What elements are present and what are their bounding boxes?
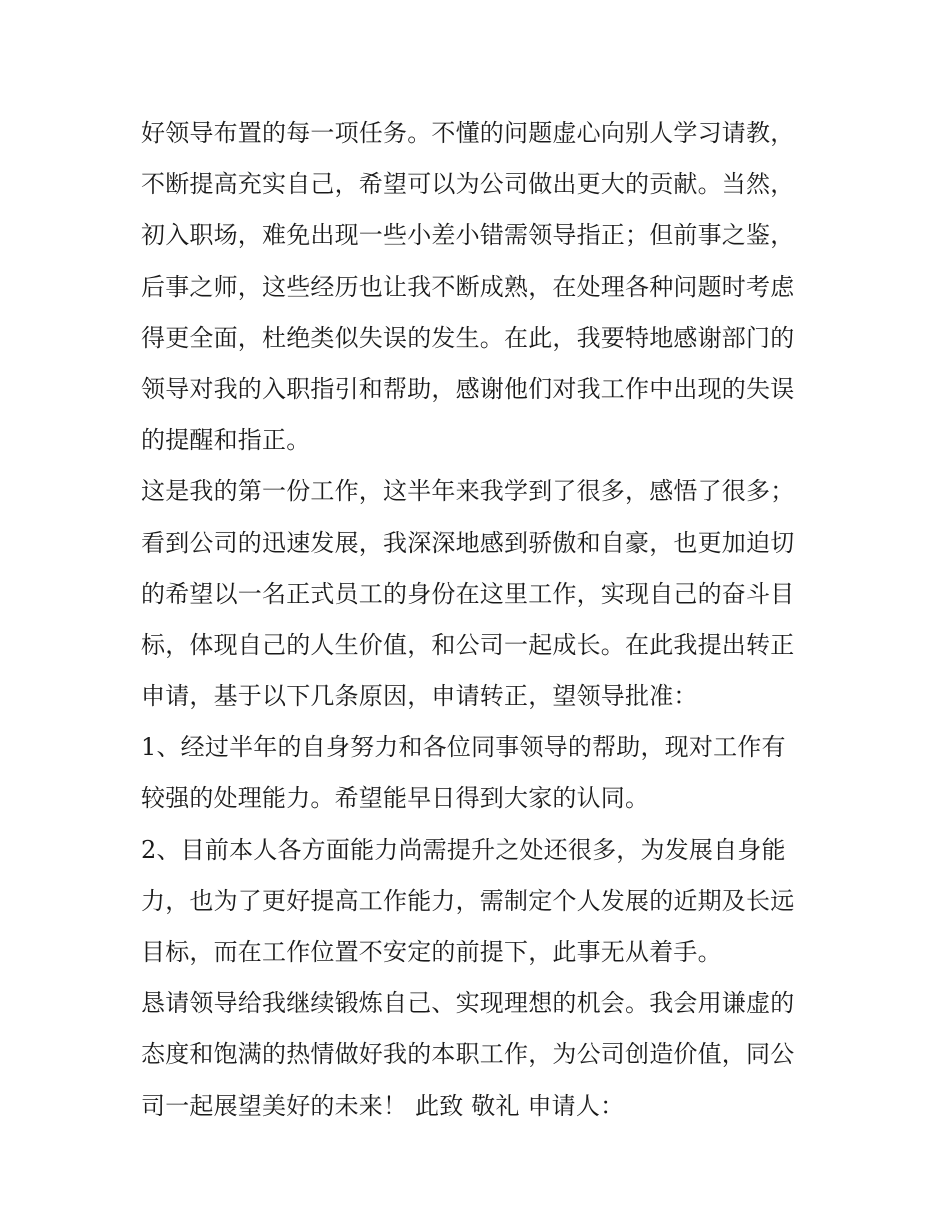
text-line: 看到公司的迅速发展，我深深地感到骄傲和自豪，也更加迫切 (141, 528, 795, 557)
text-line: 好领导布置的每一项任务。不懂的问题虚心向别人学习请教， (141, 119, 795, 147)
text-line: 较强的处理能力。希望能早日得到大家的认同。 (141, 784, 650, 813)
text-line: 恳请领导给我继续锻炼自己、实现理想的机会。我会用谦虚的 (141, 989, 795, 1018)
document-body (141, 108, 821, 1132)
text-line: 这是我的第一份工作，这半年来我学到了很多，感悟了很多； (141, 477, 795, 506)
text-line: 的希望以一名正式员工的身份在这里工作，实现自己的奋斗目 (141, 579, 795, 608)
text-line: 申请，基于以下几条原因，申请转正，望领导批准： (141, 682, 698, 711)
text-line: 司一起展望美好的未来！ 此致 敬礼 申请人： (141, 1091, 625, 1120)
text-line: 后事之师，这些经历也让我不断成熟，在处理各种问题时考虑 (141, 272, 795, 301)
text-line: 得更全面，杜绝类似失误的发生。在此，我要特地感谢部门的 (141, 323, 795, 352)
text-line: 初入职场，难免出现一些小差小错需领导指正；但前事之鉴， (141, 221, 795, 250)
text-line: 不断提高充实自己，希望可以为公司做出更大的贡献。当然， (141, 170, 795, 199)
text-line: 标，体现自己的人生价值，和公司一起成长。在此我提出转正 (141, 630, 795, 659)
text-line: 态度和饱满的热情做好我的本职工作，为公司创造价值，同公 (141, 1040, 795, 1069)
text-line: 1、经过半年的自身努力和各位同事领导的帮助，现对工作有 (141, 733, 786, 762)
text-line: 力，也为了更好提高工作能力，需制定个人发展的近期及长远 (141, 886, 795, 915)
text-line: 2、目前本人各方面能力尚需提升之处还很多，为发展自身能 (141, 835, 786, 864)
text-line: 领导对我的入职指引和帮助，感谢他们对我工作中出现的失误 (141, 374, 795, 403)
text-line: 目标，而在工作位置不安定的前提下，此事无从着手。 (141, 938, 722, 966)
text-line: 的提醒和指正。 (141, 426, 311, 455)
